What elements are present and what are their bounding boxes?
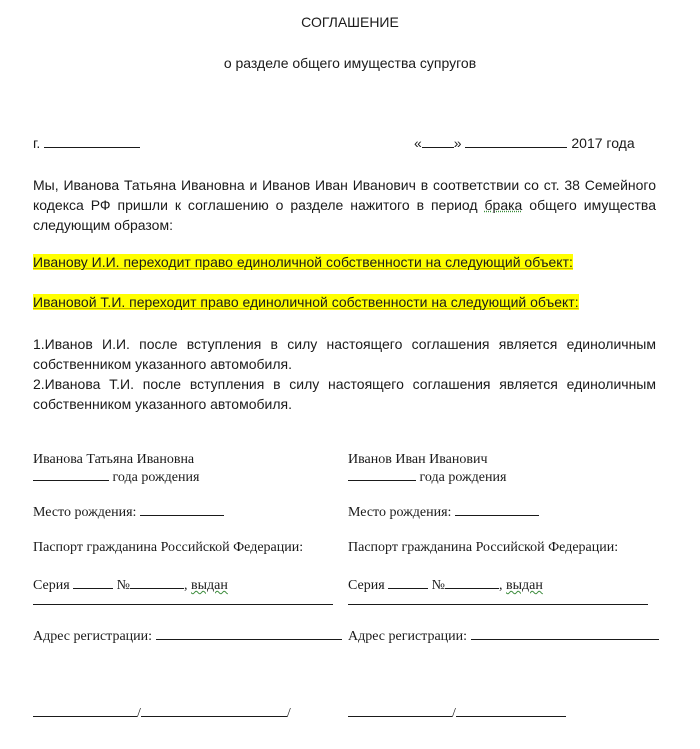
intro-line-1: Мы, Иванова Татьяна Ивановна и Иванов Иван Иванович в соответствии со ст. 38 Семейного — [33, 177, 656, 193]
left-birth-year-label: года рождения — [112, 470, 200, 485]
left-number-blank — [130, 576, 184, 589]
right-birth-year-blank — [348, 468, 416, 481]
right-number-label: № — [431, 578, 446, 593]
left-signature-slash-2: / — [286, 706, 291, 721]
right-birthplace-label: Место рождения: — [348, 505, 452, 520]
right-issued-line — [348, 604, 648, 605]
right-address-label: Адрес регистрации: — [348, 629, 468, 644]
left-address — [33, 627, 342, 645]
intro-word-underlined: брака — [484, 197, 523, 213]
right-signature-slash: / — [452, 706, 456, 721]
right-series-blank — [388, 576, 428, 589]
clause-1-line-2: собственником указанного автомобиля. — [33, 356, 292, 372]
month-blank — [465, 135, 567, 148]
right-signatory-name: Иванов Иван Иванович — [348, 452, 488, 467]
right-address-blank — [471, 627, 659, 640]
day-blank — [422, 135, 454, 148]
right-birthplace-blank — [455, 503, 539, 516]
quote-close: » — [453, 135, 462, 151]
highlight-item-2 — [33, 294, 579, 310]
left-birthplace-blank — [140, 503, 224, 516]
left-name-blank — [141, 704, 287, 717]
left-birth-year — [33, 468, 199, 486]
right-issued-label: выдан — [506, 578, 543, 593]
date-field — [414, 135, 635, 151]
left-passport-series: Серия № , выдан — [33, 578, 228, 593]
clause-1-line-1: 1.Иванов И.И. после вступления в силу настоящего соглашения является единоличным — [33, 336, 656, 352]
document-subtitle: о разделе общего имущества супругов — [223, 55, 477, 71]
highlight-item-1-text: Иванову И.И. переходит право единоличной собственности на следующий объект: — [33, 254, 573, 270]
left-address-label: Адрес регистрации: — [33, 629, 153, 644]
highlight-item-2-text: Ивановой Т.И. переходит право единоличной собственности на следующий объект: — [33, 294, 579, 310]
quote-open: « — [414, 135, 422, 151]
right-signature — [348, 704, 566, 722]
city-prefix: г. — [33, 135, 41, 151]
left-signature — [33, 704, 291, 722]
left-number-label: № — [116, 578, 131, 593]
left-birth-year-blank — [33, 468, 109, 481]
clause-2-line-2: собственником указанного автомобиля. — [33, 396, 292, 412]
left-issued-label: выдан — [191, 578, 228, 593]
intro-paragraph — [33, 175, 656, 235]
left-signatory-name: Иванова Татьяна Ивановна — [33, 452, 195, 467]
city-field — [33, 135, 140, 151]
right-name-blank — [456, 704, 566, 717]
right-number-blank — [445, 576, 499, 589]
intro-line-2-after: общего имущества — [522, 197, 657, 213]
left-series-blank — [73, 576, 113, 589]
left-address-blank — [156, 627, 342, 640]
right-passport-series: Серия № , выдан — [348, 578, 543, 593]
clauses-block — [33, 334, 656, 414]
left-signature-blank — [33, 704, 137, 717]
left-birthplace-label: Место рождения: — [33, 505, 137, 520]
right-birth-year — [348, 468, 506, 486]
right-birthplace — [348, 503, 539, 521]
right-address — [348, 627, 659, 645]
intro-line-3: следующим образом: — [33, 217, 173, 233]
right-birth-year-label: года рождения — [419, 470, 507, 485]
intro-line-2 — [33, 195, 656, 215]
left-birthplace — [33, 503, 224, 521]
right-signature-blank — [348, 704, 452, 717]
left-passport-label: Паспорт гражданина Российской Федерации: — [33, 540, 304, 555]
left-series-label: Серия — [33, 578, 70, 593]
right-passport-label: Паспорт гражданина Российской Федерации: — [348, 540, 619, 555]
clause-2-line-1: 2.Иванова Т.И. после вступления в силу настоящего соглашения является единоличным — [33, 376, 656, 392]
year-text: 2017 года — [571, 135, 635, 151]
left-signature-slash: / — [137, 706, 141, 721]
intro-line-2-before: кодекса РФ пришли к соглашению о разделе нажитого в период — [33, 197, 485, 213]
document-title: СОГЛАШЕНИЕ — [301, 14, 399, 30]
highlight-item-1 — [33, 254, 573, 270]
left-issued-line — [33, 604, 333, 605]
right-series-label: Серия — [348, 578, 385, 593]
city-blank — [44, 135, 140, 148]
